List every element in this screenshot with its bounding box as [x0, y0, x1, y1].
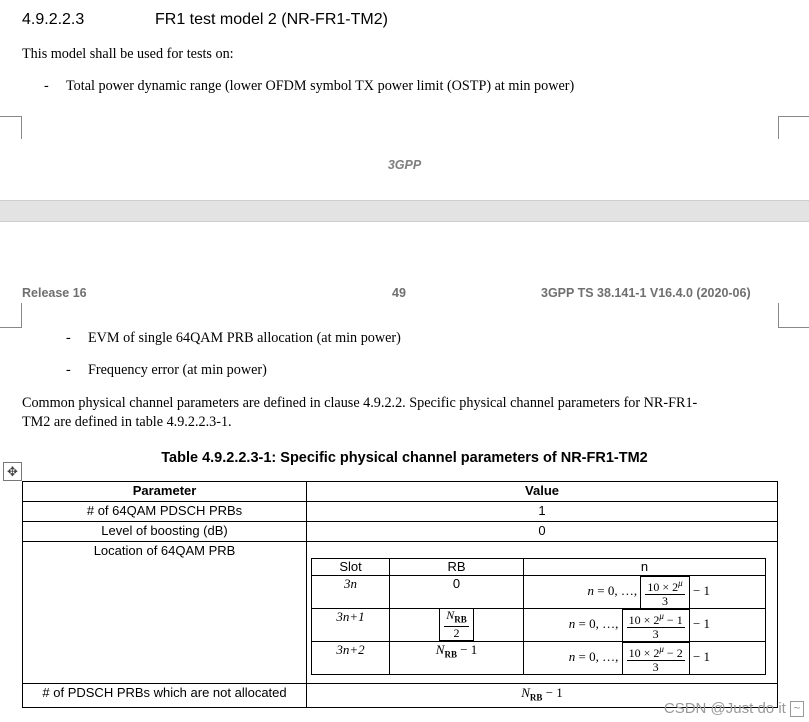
table-row — [23, 542, 778, 684]
header-release: Release 16 — [22, 286, 87, 300]
n-formula: n = 0, …, $\frac{10 \times 2^\mu}{3}$ − 1 — [587, 578, 711, 608]
inner-header-slot: Slot — [312, 559, 390, 576]
watermark — [664, 700, 804, 717]
parameter-cell: Level of boosting (dB) — [23, 522, 307, 542]
bullet-item — [44, 78, 574, 95]
parameter-cell: # of PDSCH PRBs which are not allocated — [23, 684, 307, 708]
table-row — [23, 522, 778, 542]
rb-cell: 0 — [390, 576, 524, 609]
parameter-cell: # of 64QAM PDSCH PRBs — [23, 502, 307, 522]
parameters-table — [22, 481, 778, 708]
table-row — [23, 502, 778, 522]
bullet-text: Frequency error (at min power) — [88, 362, 267, 378]
paragraph-line: TM2 are defined in table 4.9.2.2.3-1. — [22, 414, 232, 430]
table-header-row — [23, 482, 778, 502]
value-cell: 1 — [307, 502, 778, 522]
rb-cell — [390, 609, 524, 642]
parameter-cell: Location of 64QAM PRB — [23, 542, 307, 684]
n-cell — [524, 642, 766, 675]
value-cell: 0 — [307, 522, 778, 542]
paragraph-line: Common physical channel parameters are defined in clause 4.9.2.2. Specific physical channel parameters for NR-FR1- — [22, 395, 698, 411]
section-number: 4.9.2.2.3 — [22, 11, 85, 28]
bullet-text: EVM of single 64QAM PRB allocation (at min power) — [88, 330, 401, 346]
slot-value: 3n — [344, 576, 358, 591]
crop-mark-bottom-right — [778, 303, 809, 328]
bullet-item — [66, 362, 267, 379]
n-formula: n = 0, …, $\frac{10 \times 2^\mu - 2}{3}$ − 1 — [568, 644, 711, 675]
watermark-text: CSDN @Just do it — [663, 699, 786, 717]
page-footer: 3GPP — [387, 158, 422, 172]
slot-value: 3n+2 — [336, 642, 365, 658]
slot-cell — [312, 642, 390, 675]
rb-formula: $N_{RB} - 1$ — [435, 642, 478, 660]
value-cell — [307, 542, 778, 684]
crop-mark-top-left — [0, 116, 22, 139]
header-page-number: 49 — [392, 286, 406, 300]
page-gap — [0, 200, 809, 222]
unallocated-formula: $N_{RB} - 1$ — [521, 685, 563, 703]
inner-header-row — [312, 559, 766, 576]
crop-mark-top-right — [778, 116, 809, 139]
table-move-handle-icon[interactable]: ✥ — [3, 462, 22, 481]
prb-location-table — [311, 558, 766, 675]
intro-paragraph: This model shall be used for tests on: — [22, 46, 234, 62]
bullet-dash: - — [66, 362, 71, 378]
common-params-paragraph — [22, 394, 697, 432]
inner-row — [312, 576, 766, 609]
slot-cell — [312, 576, 390, 609]
inner-header-n: n — [524, 559, 766, 576]
section-heading — [22, 11, 388, 29]
rb-formula: $\frac{N_{RB}}{2}$ — [439, 616, 474, 631]
bullet-dash: - — [66, 330, 71, 346]
n-cell — [524, 576, 766, 609]
header-spec-id: 3GPP TS 38.141-1 V16.4.0 (2020-06) — [541, 286, 751, 300]
table-caption: Table 4.9.2.2.3-1: Specific physical channel parameters of NR-FR1-TM2 — [161, 450, 648, 466]
header-value: Value — [307, 482, 778, 502]
bullet-item — [66, 330, 401, 347]
rb-cell — [390, 642, 524, 675]
tilde-box-icon: ~ — [790, 701, 804, 717]
bullet-text: Total power dynamic range (lower OFDM symbol TX power limit (OSTP) at min power) — [66, 78, 575, 94]
inner-row — [312, 609, 766, 642]
crop-mark-bottom-left — [0, 303, 22, 328]
slot-cell — [312, 609, 390, 642]
slot-value: 3n+1 — [336, 609, 365, 624]
n-cell — [524, 609, 766, 642]
inner-row — [312, 642, 766, 675]
bullet-dash: - — [44, 78, 49, 94]
header-parameter: Parameter — [23, 482, 307, 502]
section-title: FR1 test model 2 (NR-FR1-TM2) — [155, 11, 388, 28]
n-formula: n = 0, …, $\frac{10 \times 2^\mu - 1}{3}$ − 1 — [568, 611, 711, 641]
inner-header-rb: RB — [390, 559, 524, 576]
